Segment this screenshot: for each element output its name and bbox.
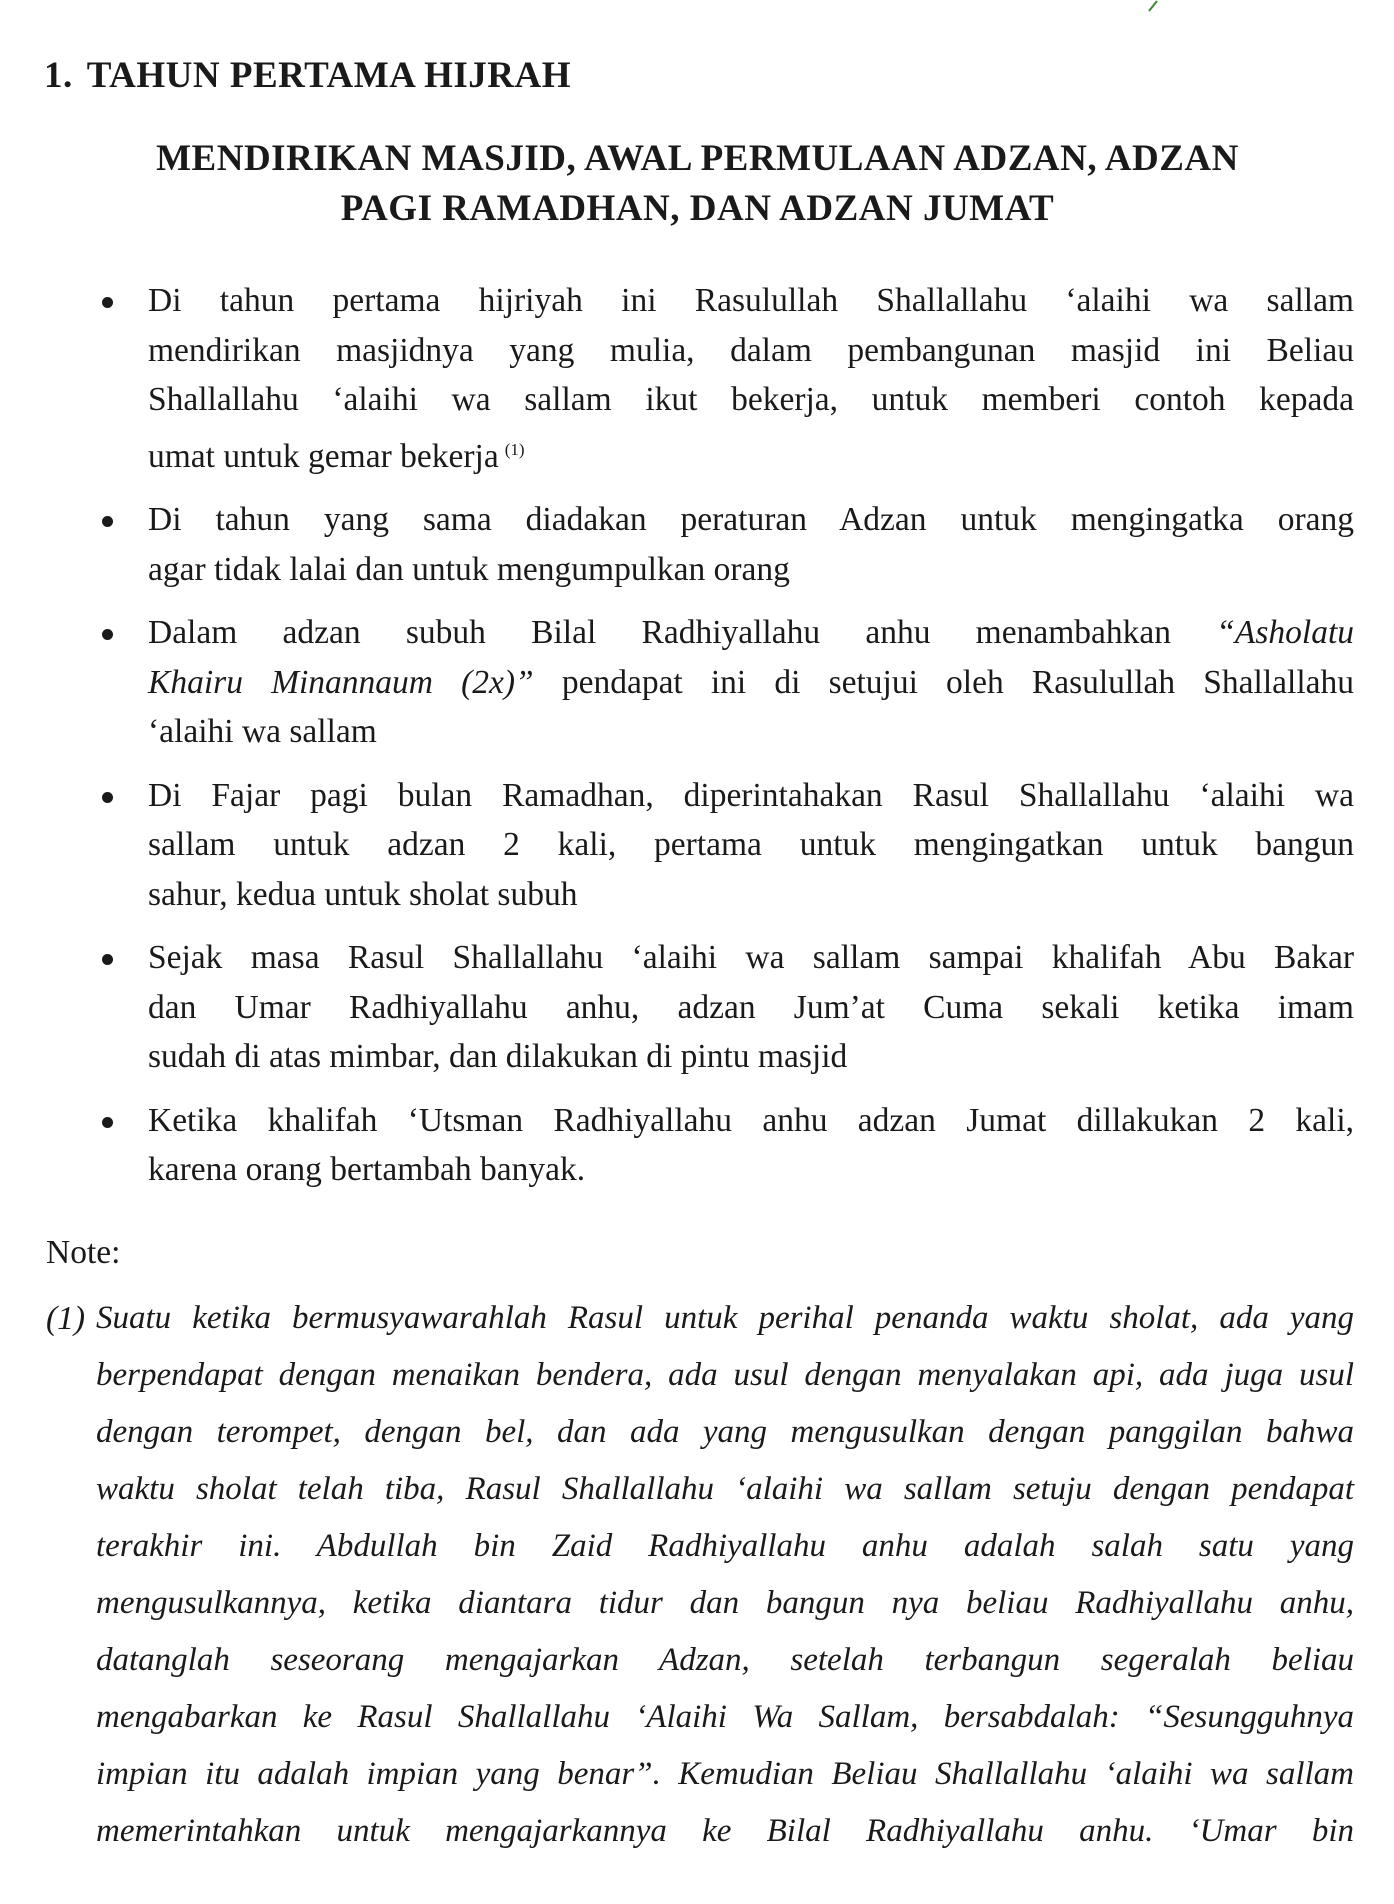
bullet-line [148,658,1354,708]
bullet-line [148,425,1354,482]
footnote-line: berpendapat dengan menaikan bendera, ada usul dengan menyalakan api, ada juga usul [96,1357,1354,1393]
section-title: TAHUN PERTAMA HIJRAH [86,55,571,96]
bullet-line-text: Dalam adzan subuh Bilal Radhiyallahu anhu menambahkan [148,614,1172,651]
bullet-line: sallam untuk adzan 2 kali, pertama untuk mengingatkan untuk bangun [148,826,1354,863]
bullet-line: Di tahun yang sama diadakan peraturan Adzan untuk mengingatka orang [148,501,1354,538]
footnote-line: mengusulkannya, ketika diantara tidur dan bangun nya beliau Radhiyallahu anhu, [96,1585,1354,1621]
section-heading [44,54,571,97]
footnote-line: waktu sholat telah tiba, Rasul Shallallahu ‘alaihi wa sallam setuju dengan pendapat [96,1471,1354,1507]
section-number: 1. [44,55,73,96]
bullet-icon [102,792,113,803]
bullet-icon [102,516,113,527]
bullet-line-text: umat untuk gemar bekerja [148,437,499,475]
list-item [92,933,1354,1082]
list-item [92,276,1354,481]
bullet-list [92,276,1354,1209]
list-item [92,1096,1354,1195]
footnote-reference[interactable]: (1) [504,439,525,459]
bullet-line: sahur, kedua untuk sholat subuh [148,875,578,913]
list-item [92,771,1354,920]
subtitle [110,134,1285,234]
bullet-line [148,608,1354,658]
footnote-body [96,1290,1354,1860]
bullet-line: Di tahun pertama hijriyah ini Rasulullah Shallallahu ‘alaihi wa sallam [148,282,1354,319]
bullet-line-text: pendapat ini di setujui oleh Rasulullah Shallallahu [561,663,1354,701]
footnote-line: datanglah seseorang mengajarkan Adzan, setelah terbangun segeralah beliau [96,1642,1354,1678]
bullet-line: agar tidak lalai dan untuk mengumpulkan orang [148,550,790,588]
quoted-phrase: Khairu Minannaum (2x)” [148,663,534,701]
footnote-marker: (1) [46,1300,86,1337]
corner-decoration-icon [1148,0,1158,12]
bullet-icon [102,297,113,308]
bullet-line: ‘alaihi wa sallam [148,713,377,750]
bullet-line: sudah di atas mimbar, dan dilakukan di pintu masjid [148,1038,848,1075]
footnote-line: terakhir ini. Abdullah bin Zaid Radhiyallahu anhu adalah salah satu yang [96,1528,1354,1564]
bullet-line: Di Fajar pagi bulan Ramadhan, diperintahakan Rasul Shallallahu ‘alaihi wa [148,776,1354,814]
quoted-phrase: “Asholatu [1216,614,1355,651]
note-label: Note: [46,1234,121,1271]
list-item [92,495,1354,594]
bullet-icon [102,1117,113,1128]
footnote-line: impian itu adalah impian yang benar”. Kemudian Beliau Shallallahu ‘alaihi wa sallam [96,1756,1354,1792]
subtitle-line: PAGI RAMADHAN, DAN ADZAN JUMAT [340,188,1055,229]
footnote-line: dengan terompet, dengan bel, dan ada yang mengusulkan dengan panggilan bahwa [96,1414,1354,1450]
footnote-line: memerintahkan untuk mengajarkannya ke Bilal Radhiyallahu anhu. ‘Umar bin [96,1813,1354,1849]
bullet-line: Sejak masa Rasul Shallallahu ‘alaihi wa sallam sampai khalifah Abu Bakar [148,939,1354,976]
bullet-line: Shallallahu ‘alaihi wa sallam ikut bekerja, untuk memberi contoh kepada [148,381,1354,418]
footnote-line: mengabarkan ke Rasul Shallallahu ‘Alaihi Wa Sallam, bersabdalah: “Sesungguhnya [96,1699,1354,1735]
list-item [92,608,1354,757]
bullet-line: mendirikan masjidnya yang mulia, dalam pembangunan masjid ini Beliau [148,331,1354,369]
bullet-icon [102,629,113,640]
bullet-line: dan Umar Radhiyallahu anhu, adzan Jum’at Cuma sekali ketika imam [148,988,1354,1026]
subtitle-line: MENDIRIKAN MASJID, AWAL PERMULAAN ADZAN, ADZAN [156,138,1239,179]
bullet-line: Ketika khalifah ‘Utsman Radhiyallahu anhu adzan Jumat dillakukan 2 kali, [148,1101,1354,1139]
footnote [46,1290,1354,1860]
footnote-line: Suatu ketika bermusyawarahlah Rasul untuk perihal penanda waktu sholat, ada yang [96,1300,1354,1336]
bullet-line: karena orang bertambah banyak. [148,1151,586,1188]
bullet-icon [102,954,113,965]
